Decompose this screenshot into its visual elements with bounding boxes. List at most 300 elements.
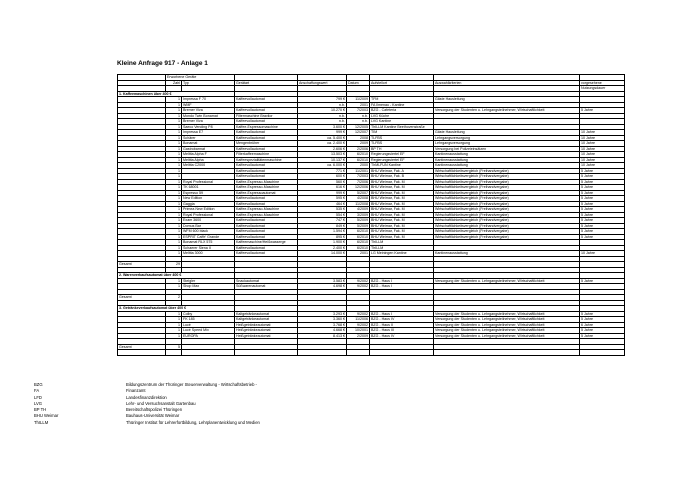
table-cell: 2.400 € bbox=[298, 245, 347, 251]
table-cell: 10 Jahre bbox=[580, 152, 625, 158]
table-cell: BHU Weimar, Fak. M bbox=[370, 223, 434, 229]
table-cell: BZG - Cafeteria bbox=[370, 108, 434, 114]
table-cell: 5 Jahre bbox=[580, 311, 625, 317]
table-cell: Versorgung der Studenten u. Lehrgangsteilnehmer, Wirtschaftlichkeit bbox=[434, 278, 580, 284]
table-cell: Steigler bbox=[182, 278, 235, 284]
legend-description: Lehr- und Versuchsanstalt Gartenbau bbox=[126, 400, 196, 406]
table-cell: 3/2009 bbox=[347, 212, 370, 218]
legend-description: Thüringer Institut für Lehrerfortbildung, Lehrplanentwicklung und Medien bbox=[126, 419, 260, 425]
table-cell: 1.594 € bbox=[298, 229, 347, 235]
table-cell: BHU Weimar, Fak. M bbox=[370, 212, 434, 218]
table-cell: 4/2009 bbox=[347, 207, 370, 213]
table-cell: Lucé bbox=[182, 322, 235, 328]
table-cell: 5 Jahre bbox=[580, 108, 625, 114]
table-cell: 2/2006 bbox=[347, 146, 370, 152]
column-header: Gerätart bbox=[235, 80, 298, 86]
table-cell: 5 Jahre bbox=[580, 223, 625, 229]
table-cell: Lucé Speed Mix bbox=[182, 328, 235, 334]
table-cell: Wirtschaftlichkeitsvergleich (Freihandvergabe) bbox=[434, 201, 580, 207]
total-value: 5 bbox=[166, 344, 182, 350]
table-cell: 2008 bbox=[347, 135, 370, 141]
table-cell: 10 Jahre bbox=[580, 135, 625, 141]
legend-description: Finanzamt bbox=[126, 388, 146, 394]
legend-entry bbox=[34, 420, 260, 426]
table-cell: 10 Jahre bbox=[580, 146, 625, 152]
table-cell: 1 bbox=[166, 333, 182, 339]
table-cell: 1 bbox=[166, 284, 182, 290]
blank-cell bbox=[580, 350, 625, 356]
table-cell: Melitta Alpha F bbox=[182, 152, 235, 158]
table-cell: 12/2007 bbox=[347, 130, 370, 136]
legend-description: Landesfinanzdirektion bbox=[126, 394, 167, 400]
table-cell: 1 bbox=[166, 163, 182, 169]
table-cell: 4/2008 bbox=[347, 196, 370, 202]
table-cell: Gastrobarmat bbox=[182, 146, 235, 152]
table-cell: 10 Jahre bbox=[580, 141, 625, 147]
table-cell: ca. 6.000 € bbox=[298, 163, 347, 169]
table-cell: 1 bbox=[166, 234, 182, 240]
abbreviation-legend bbox=[34, 382, 260, 426]
table-cell: Kaffeevollautomat bbox=[235, 174, 298, 180]
table-cell: Gaggia bbox=[182, 201, 235, 207]
legend-abbreviation: LVG bbox=[34, 400, 43, 406]
table-cell: Kantinenausstattung bbox=[434, 163, 580, 169]
table-cell: Impressa E7 bbox=[182, 130, 235, 136]
table-cell: Kaffeemaschine/Heißwasserge bbox=[235, 240, 298, 246]
table-cell: Wirtschaftlichkeitsvergleich (Freihandvergabe) bbox=[434, 223, 580, 229]
table-cell: Kaffeevollautomat bbox=[235, 146, 298, 152]
table-cell: Kaffeevollautomat bbox=[235, 97, 298, 103]
table-cell: Melitta C2000 bbox=[182, 163, 235, 169]
table-cell: 3.360 € bbox=[298, 317, 347, 323]
table-cell: 1 bbox=[166, 207, 182, 213]
table-cell: Kaffee-Espresso-Maschine bbox=[235, 185, 298, 191]
table-cell: 5 Jahre bbox=[580, 278, 625, 284]
column-header: vorgesehene bbox=[580, 80, 625, 86]
table-cell: 1 bbox=[166, 229, 182, 235]
table-cell: BZG - Haus IV bbox=[370, 317, 434, 323]
table-cell: 2009 bbox=[347, 141, 370, 147]
table-cell: BZG - Haus II bbox=[370, 322, 434, 328]
table-cell: Saeco Vending P8 bbox=[182, 124, 235, 130]
table-cell: Mengenbrüher bbox=[235, 141, 298, 147]
table-cell: TLFBS bbox=[370, 141, 434, 147]
table-cell: Royal Professional bbox=[182, 212, 235, 218]
table-cell: 535 € bbox=[298, 207, 347, 213]
table-cell: 5 Jahre bbox=[580, 234, 625, 240]
column-header: Datum bbox=[347, 80, 370, 86]
table-cell: Schärer bbox=[182, 135, 235, 141]
table-cell: WFM 600 black bbox=[182, 229, 235, 235]
table-cell: Kaffeevollautomat bbox=[235, 229, 298, 235]
legend-abbreviation: BZG bbox=[34, 382, 43, 387]
table-cell: Wirtschaftlichkeitsvergleich (Freihandvergabe) bbox=[434, 168, 580, 174]
table-cell: 2000 bbox=[347, 163, 370, 169]
table-cell: 600 € bbox=[298, 174, 347, 180]
table-cell: 5/2009 bbox=[347, 218, 370, 224]
table-cell: Filtermaschine Bravilor bbox=[235, 113, 298, 119]
total-label: Gesamt bbox=[118, 295, 166, 301]
table-cell: 464 € bbox=[298, 201, 347, 207]
table-cell: 7/2003 bbox=[347, 108, 370, 114]
table-cell: 4.668 € bbox=[298, 328, 347, 334]
table-cell: Impressa F 70 bbox=[182, 97, 235, 103]
table-cell: 14.000 € bbox=[298, 251, 347, 257]
table-cell: 10/2001 bbox=[347, 328, 370, 334]
table-cell: Heißgetränkeautomat bbox=[235, 328, 298, 334]
table-cell: 5 Jahre bbox=[580, 229, 625, 235]
table-cell: 9/2002 bbox=[347, 311, 370, 317]
column-header: Anschaffungswert bbox=[298, 80, 347, 86]
table-cell: Kantinenausstattung bbox=[434, 251, 580, 257]
table-cell: Kaffeevollautomat bbox=[235, 223, 298, 229]
table-cell: LVG Küche bbox=[370, 113, 434, 119]
table-cell: 616 € bbox=[298, 185, 347, 191]
table-cell: 849 € bbox=[298, 223, 347, 229]
table-cell: ESPRIT Caffe' Grande bbox=[182, 234, 235, 240]
table-cell: 1 bbox=[166, 218, 182, 224]
table-cell: 5 Jahre bbox=[580, 328, 625, 334]
table-cell: BHU Weimar, Fak. A bbox=[370, 168, 434, 174]
table-cell: Kaffeespezialitätenmaschine bbox=[235, 157, 298, 163]
table-cell: 13.503 € bbox=[298, 152, 347, 158]
table-cell: Mondo Twin Bonamat bbox=[182, 113, 235, 119]
table-cell: BHU Weimar, Fak. M bbox=[370, 207, 434, 213]
table-cell: 5 Jahre bbox=[580, 168, 625, 174]
legend-description: Bauhaus-Universität Weimar bbox=[126, 413, 180, 419]
table-cell: FA Ilmenau - Kantine bbox=[370, 102, 434, 108]
blank-cell bbox=[118, 350, 166, 356]
table-cell: FK 185 bbox=[182, 317, 235, 323]
table-cell: Schaerer Siena II bbox=[182, 245, 235, 251]
table-cell: Kaffeevollautomat bbox=[235, 168, 298, 174]
table-cell: ThILLM bbox=[370, 245, 434, 251]
table-cell: 8.413 € bbox=[298, 333, 347, 339]
table-cell: BZG - Haus I bbox=[370, 311, 434, 317]
table-cell: 5 Jahre bbox=[580, 333, 625, 339]
table-cell: BHU Weimar, Fak. M bbox=[370, 201, 434, 207]
table-cell: 11/2008 bbox=[347, 201, 370, 207]
page-title: Kleine Anfrage 917 - Anlage 1 bbox=[117, 60, 208, 67]
table-cell: 10 Jahre bbox=[580, 157, 625, 163]
total-value: 2 bbox=[166, 295, 182, 301]
table-cell: n.b. bbox=[298, 113, 347, 119]
table-cell: 6/2010 bbox=[347, 152, 370, 158]
table-cell: BZG - Haus III bbox=[370, 328, 434, 334]
table-cell: 999 € bbox=[298, 190, 347, 196]
table-cell: 1 bbox=[166, 212, 182, 218]
table-cell: 1 bbox=[166, 124, 182, 130]
table-cell: 6/2010 bbox=[347, 234, 370, 240]
table-cell: 11/2009 bbox=[347, 97, 370, 103]
table-cell: 3.768 € bbox=[298, 322, 347, 328]
table-cell: ca. 5.400 € bbox=[298, 135, 347, 141]
table-cell: Kaffeevollautomat bbox=[235, 218, 298, 224]
table-cell: 747 € bbox=[298, 218, 347, 224]
section-label: 2. Warenverkaufsautomat über 400 € bbox=[118, 273, 235, 279]
table-cell: 1 bbox=[166, 240, 182, 246]
table-cell: 5 Jahre bbox=[580, 201, 625, 207]
table-cell: Kaffeevollautomat bbox=[235, 196, 298, 202]
table-cell: 2/2009 bbox=[347, 333, 370, 339]
section-label: 1. Kaffeemaschinen über 400 € bbox=[118, 91, 235, 97]
table-cell: Kaffee-Espressoautomat bbox=[235, 190, 298, 196]
legend-description: Bereitschaftspolizei Thüringen bbox=[126, 407, 183, 413]
table-cell: 1 bbox=[166, 322, 182, 328]
table-cell: New Edition bbox=[182, 196, 235, 202]
table-cell: Lehrgangsversorgung bbox=[434, 135, 580, 141]
table-cell: 12/2006 bbox=[347, 185, 370, 191]
table-cell: 1 bbox=[166, 317, 182, 323]
table-cell: 11/2001 bbox=[347, 168, 370, 174]
total-label: Gesamt bbox=[118, 262, 166, 268]
table-cell: n.b. bbox=[347, 119, 370, 125]
table-cell: Kaffeevollautomat bbox=[235, 245, 298, 251]
table-cell: 1 bbox=[166, 141, 182, 147]
blank-cell bbox=[434, 350, 580, 356]
legend-abbreviation: LFD bbox=[34, 394, 42, 400]
table-cell: Gäste Hausleitung bbox=[434, 97, 580, 103]
table-cell: Colby bbox=[182, 311, 235, 317]
legend-abbreviation: FA bbox=[34, 388, 40, 394]
table-cell: 1 bbox=[166, 278, 182, 284]
table-cell: 1 bbox=[166, 311, 182, 317]
table-cell: Regierungsviertel EF bbox=[370, 152, 434, 158]
blank-cell bbox=[182, 350, 235, 356]
table-cell: Süßwarenautomat bbox=[235, 284, 298, 290]
table-cell: 5 Jahre bbox=[580, 179, 625, 185]
table-cell: Espresso 59 bbox=[182, 190, 235, 196]
table-cell: Wirtschaftlichkeitsvergleich (Freihandvergabe) bbox=[434, 185, 580, 191]
table-cell: Wirtschaftlichkeitsvergleich (Freihandvergabe) bbox=[434, 207, 580, 213]
table-cell: 3.600 € bbox=[298, 124, 347, 130]
table-cell: Kaffeevollautomat bbox=[235, 130, 298, 136]
table-cell: Wirtschaftlichkeitsvergleich (Freihandvergabe) bbox=[434, 179, 580, 185]
table-cell: Wirtschaftlichkeitsvergleich (Freihandvergabe) bbox=[434, 234, 580, 240]
table-cell: 5/2009 bbox=[347, 223, 370, 229]
table-cell: Shop Max bbox=[182, 284, 235, 290]
table-cell: 771 € bbox=[298, 168, 347, 174]
table-cell: Kaffeevollautomat bbox=[235, 201, 298, 207]
table-cell: Exam 3600 bbox=[182, 218, 235, 224]
table-cell: Wirtschaftlichkeitsvergleich (Freihandvergabe) bbox=[434, 174, 580, 180]
table-cell: Kaffeevollautomat bbox=[235, 234, 298, 240]
table-cell: 1 bbox=[166, 223, 182, 229]
table-cell: 1 bbox=[166, 190, 182, 196]
table-cell: 1 bbox=[166, 97, 182, 103]
table-cell: TK 68001 bbox=[182, 185, 235, 191]
table-cell: 3.293 € bbox=[298, 311, 347, 317]
table-cell: ca. 2.400 € bbox=[298, 141, 347, 147]
table-cell: 7/2006 bbox=[347, 179, 370, 185]
table-cell: Wirtschaftlichkeitsvergleich (Freihandvergabe) bbox=[434, 190, 580, 196]
table-cell: 1 bbox=[166, 328, 182, 334]
table-cell: Kaffeevollautomat bbox=[235, 119, 298, 125]
table-cell: EUROPA bbox=[182, 333, 235, 339]
table-cell: Versorgung der Studenten u. Lehrgangsteilnehmer, Wirtschaftlichkeit bbox=[434, 108, 580, 114]
table-cell: 5 Jahre bbox=[580, 190, 625, 196]
table-cell: Wirtschaftlichkeitsvergleich (Freihandvergabe) bbox=[434, 196, 580, 202]
table-cell: Wirtschaftlichkeitsvergleich (Freihandvergabe) bbox=[434, 229, 580, 235]
table-cell: BHU Weimar, Fak. M bbox=[370, 185, 434, 191]
table-cell: 1 bbox=[166, 130, 182, 136]
table-cell: Kaffee-Espresso-Maschine bbox=[235, 179, 298, 185]
table-cell: 6 Jahre bbox=[580, 322, 625, 328]
table-cell: Kaffeevollautomat bbox=[235, 108, 298, 114]
table-cell: Kaffeevollautomat bbox=[235, 251, 298, 257]
table-cell: Versorgung der Studenten u. Lehrgangsteilnehmer, Wirtschaftlichkeit bbox=[434, 333, 580, 339]
table-cell: Royal Professional bbox=[182, 179, 235, 185]
table-cell: 9/2002 bbox=[347, 284, 370, 290]
table-cell: 5 Jahre bbox=[580, 174, 625, 180]
table-cell: 10 Jahre bbox=[580, 130, 625, 136]
table-cell: 560 € bbox=[298, 179, 347, 185]
table-cell: 2001 bbox=[347, 251, 370, 257]
table-cell: 11/2006 bbox=[347, 317, 370, 323]
table-cell: Wirtschaftlichkeitsvergleich (Freihandvergabe) bbox=[434, 218, 580, 224]
table-cell: 1 bbox=[166, 168, 182, 174]
table-cell: BZG - Haus I bbox=[370, 278, 434, 284]
table-cell: Lehrgangsversorgung bbox=[434, 141, 580, 147]
table-cell: Wirtschaftlichkeitsvergleich (Freihandvergabe) bbox=[434, 212, 580, 218]
table-cell: TIM bbox=[370, 130, 434, 136]
table-cell: 5/2007 bbox=[347, 190, 370, 196]
table-cell: Snackautomat bbox=[235, 278, 298, 284]
table-cell: 5 Jahre bbox=[580, 218, 625, 224]
table-cell: 6/2010 bbox=[347, 245, 370, 251]
table-cell: 1 bbox=[166, 135, 182, 141]
table-cell: 5 Jahre bbox=[580, 196, 625, 202]
legend-abbreviation: BHU Weimar bbox=[34, 413, 59, 419]
table-cell: Primea New Edition bbox=[182, 207, 235, 213]
table-cell: Melitta 3000 bbox=[182, 251, 235, 257]
table-cell: 1 bbox=[166, 146, 182, 152]
table-cell: BZG - Haus I bbox=[370, 284, 434, 290]
blank-cell bbox=[347, 350, 370, 356]
equipment-table bbox=[117, 74, 625, 356]
table-cell: 1 bbox=[166, 196, 182, 202]
total-label: Gesamt bbox=[118, 344, 166, 350]
table-cell: 1 bbox=[166, 102, 182, 108]
table-cell: WMF bbox=[182, 102, 235, 108]
table-cell: n.b. bbox=[347, 113, 370, 119]
blank-cell bbox=[370, 350, 434, 356]
table-cell: 10.270 € bbox=[298, 108, 347, 114]
table-cell: 1 bbox=[166, 201, 182, 207]
table-cell: 1 bbox=[166, 119, 182, 125]
table-cell: 1 bbox=[166, 185, 182, 191]
table-cell: n.b. bbox=[298, 102, 347, 108]
table-cell: Bonamat RLX 575 bbox=[182, 240, 235, 246]
table-cell: Kantinenausstattung bbox=[434, 157, 580, 163]
column-header: Auswahlkriterien bbox=[434, 80, 580, 86]
table-cell: 5 Jahre bbox=[580, 317, 625, 323]
group-header: Erworbene Geräte bbox=[166, 75, 235, 81]
column-header: Zahl bbox=[166, 80, 182, 86]
table-cell: Versorgung bei Polizeieinsätzen bbox=[434, 146, 580, 152]
blank-cell bbox=[298, 350, 347, 356]
table-cell: 9/2002 bbox=[347, 322, 370, 328]
table-cell: Domus Bar bbox=[182, 223, 235, 229]
table-cell: Heißgetränkeautomat bbox=[235, 333, 298, 339]
table-cell: 1 bbox=[166, 108, 182, 114]
table-cell: 595 € bbox=[298, 196, 347, 202]
total-value: 29 bbox=[166, 262, 182, 268]
table-cell: BZG - Haus IV bbox=[370, 333, 434, 339]
column-header: Typ bbox=[182, 80, 235, 86]
table-cell: 5 Jahre bbox=[580, 185, 625, 191]
table-cell: Kaltgetränkeautomat bbox=[235, 311, 298, 317]
table-cell: 3.583 € bbox=[298, 278, 347, 284]
table-cell: 4.698 € bbox=[298, 284, 347, 290]
table-cell: 2.606 € bbox=[298, 146, 347, 152]
section-label: 3. Getränkeverkaufsautomat über 400 € bbox=[118, 306, 235, 312]
table-cell: Filterkaffeemaschine bbox=[235, 152, 298, 158]
table-cell: ThILLM Kantine Beethovenstraße bbox=[370, 124, 434, 130]
table-cell: Versorgung der Studenten u. Lehrgangsteilnehmer, Wirtschaftlichkeit bbox=[434, 322, 580, 328]
table-cell: BHU Weimar, Fak. M bbox=[370, 234, 434, 240]
table-cell: Bonamat bbox=[182, 141, 235, 147]
table-cell: 6/2010 bbox=[347, 229, 370, 235]
table-cell: 10 Jahre bbox=[580, 163, 625, 169]
table-cell: Heißgetränkeautomat bbox=[235, 322, 298, 328]
table-cell: 554 € bbox=[298, 212, 347, 218]
column-header: Aufstellort bbox=[370, 80, 434, 86]
legend-abbreviation: ThILLM bbox=[34, 419, 49, 425]
spacer-row bbox=[118, 350, 625, 356]
table-cell: LVG Kantine bbox=[370, 119, 434, 125]
table-cell: TLFBS bbox=[370, 135, 434, 141]
table-cell: Kaffee-Espressomaschine bbox=[235, 124, 298, 130]
table-cell: 2001 bbox=[347, 102, 370, 108]
blank-cell bbox=[235, 350, 298, 356]
table-cell: BP TH bbox=[370, 146, 434, 152]
table-cell: 7/2003 bbox=[347, 174, 370, 180]
table-cell: TFM bbox=[370, 97, 434, 103]
table-cell: 5 Jahre bbox=[580, 207, 625, 213]
table-cell: 1 bbox=[166, 245, 182, 251]
table-cell: Melitta Alpha bbox=[182, 157, 235, 163]
legend-description: Bildungszentrum der Thüringer Steuerverwaltung - Wirtschaftsbetrieb - bbox=[126, 382, 257, 387]
table-cell: Kaltgetränkeautomat bbox=[235, 317, 298, 323]
table-cell: 1 bbox=[166, 174, 182, 180]
table-cell: 6/2010 bbox=[347, 157, 370, 163]
table-cell: 5 Jahre bbox=[580, 212, 625, 218]
table-cell: 9/2002 bbox=[347, 278, 370, 284]
table-cell: 895 € bbox=[298, 234, 347, 240]
table-cell: Gäste Hausleitung bbox=[434, 130, 580, 136]
table-cell: Versorgung der Studenten u. Lehrgangsteilnehmer, Wirtschaftlichkeit bbox=[434, 311, 580, 317]
table-cell: Kaffee-Espresso-Maschine bbox=[235, 207, 298, 213]
table-cell: ThMLFUN Kantine bbox=[370, 163, 434, 169]
table-cell: LG Meiningen Kantine bbox=[370, 251, 434, 257]
table-cell: 10.137 € bbox=[298, 157, 347, 163]
table-cell: 799 € bbox=[298, 97, 347, 103]
table-cell: 1 bbox=[166, 179, 182, 185]
table-cell: 1 bbox=[166, 157, 182, 163]
table-cell: BHU Weimar, Fak. M bbox=[370, 179, 434, 185]
column-subheader: Nutzungsdauer bbox=[580, 86, 625, 92]
table-cell: 12/2005 bbox=[347, 124, 370, 130]
table-cell: ThILLM bbox=[370, 240, 434, 246]
table-cell: Bremer Viva bbox=[182, 119, 235, 125]
table-cell: BHU Weimar, Fak. M bbox=[370, 190, 434, 196]
table-cell: Kantinenausstattung bbox=[434, 152, 580, 158]
table-cell: Kaffeevollautomat bbox=[235, 135, 298, 141]
table-cell: 1.900 € bbox=[298, 240, 347, 246]
table-cell: BHU Weimar, Fak. M bbox=[370, 218, 434, 224]
table-cell: 10 Jahre bbox=[580, 251, 625, 257]
